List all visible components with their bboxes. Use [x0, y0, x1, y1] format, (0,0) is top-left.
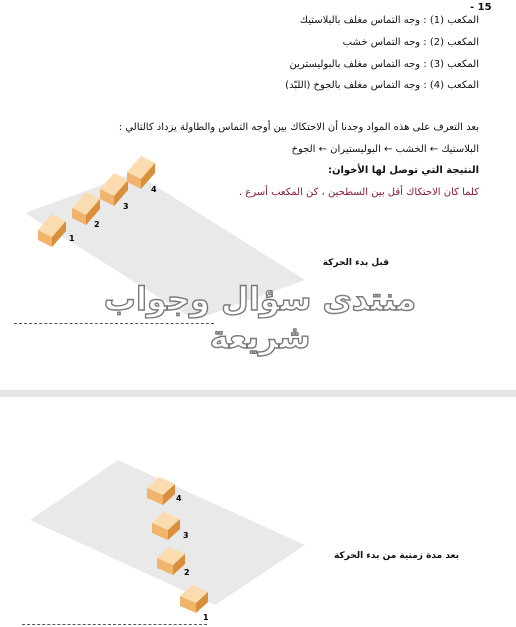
cube-1-after-label: 1: [203, 613, 209, 622]
cube-4-after-label: 4: [176, 494, 182, 503]
friction-order: البلاستيك ← الخشب ← البوليستيران ← الجوخ: [291, 144, 479, 155]
cube-3-description: المكعب (3) : وجه التماس مغلف بالبوليسترين: [289, 59, 479, 70]
cube-1-description: المكعب (1) : وجه التماس مغلف بالبلاستيك: [299, 15, 479, 26]
page-separator: [0, 390, 516, 397]
cube-2-description: المكعب (2) : وجه التماس خشب: [342, 37, 479, 48]
watermark: منتدى سؤال وجواب شريعة: [103, 280, 417, 356]
cube-4-description: المكعب (4) : وجه التماس مغلف بالجوخ (اللبّد): [285, 80, 479, 91]
observation-text: بعد التعرف على هذه المواد وجدنا أن الاحتكاك بين أوجه التماس والطاولة يزداد كالتالي :: [118, 122, 479, 133]
cube-3-after-label: 3: [183, 531, 189, 540]
caption-after-motion: بعد مدة زمنية من بدء الحركة: [333, 551, 459, 561]
page-number: - 15: [470, 2, 492, 13]
dashed-baseline-top: [14, 323, 214, 324]
conclusion-heading: النتيجة التي توصل لها الأخوان:: [327, 165, 479, 176]
cube-2-after-label: 2: [184, 568, 190, 577]
cube-1-label: 1: [69, 234, 75, 243]
dashed-baseline-bottom: [22, 624, 207, 625]
cube-3-label: 3: [123, 202, 129, 211]
cube-4-label: 4: [151, 185, 157, 194]
caption-before-motion: قبل بدء الحركة: [322, 258, 389, 268]
figure-after: [30, 460, 305, 622]
cube-2-label: 2: [94, 220, 100, 229]
conclusion-text: كلما كان الاحتكاك أقل بين السطحين ، كن المكعب أسرع .: [238, 187, 479, 198]
